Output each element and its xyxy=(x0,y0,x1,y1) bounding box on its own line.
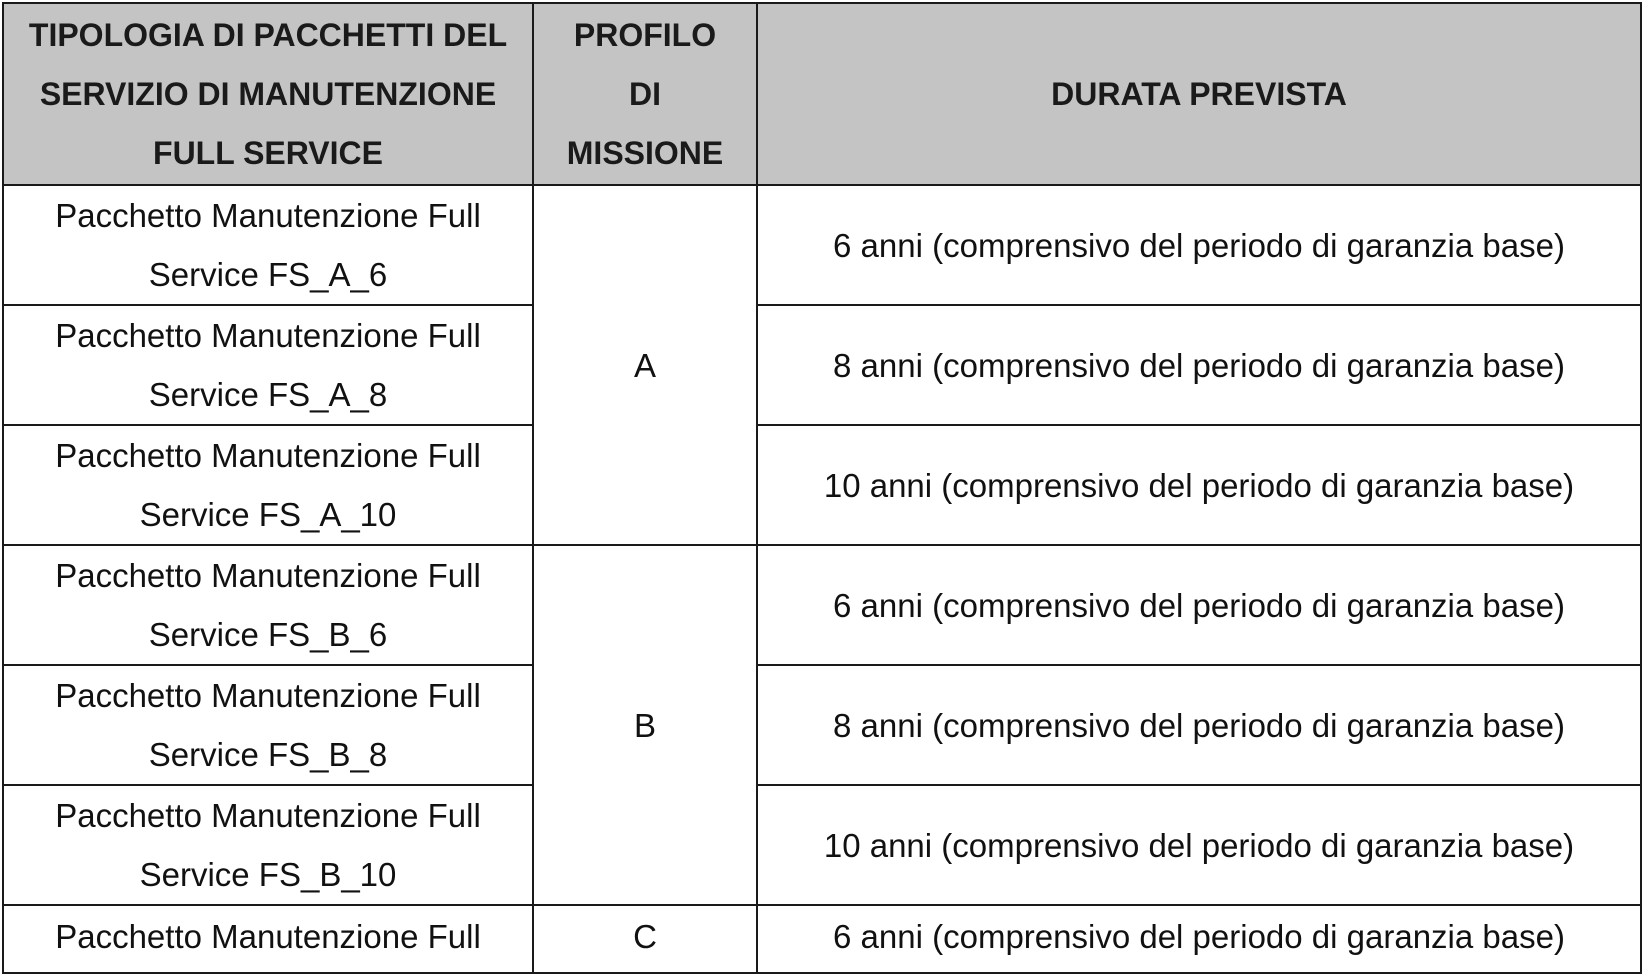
duration-cell xyxy=(757,185,1641,305)
package-name-line: Pacchetto Manutenzione Full xyxy=(55,557,481,594)
duration-value: 6 anni (comprensivo del periodo di garanzia base) xyxy=(833,226,1565,264)
table-row xyxy=(3,305,1641,425)
duration-value: 10 anni (comprensivo del periodo di garanzia base) xyxy=(823,466,1575,504)
duration-value: 8 anni (comprensivo del periodo di garanzia base) xyxy=(833,706,1565,744)
duration-value: 6 anni (comprensivo del periodo di garanzia base) xyxy=(833,918,1565,955)
package-name-line: Pacchetto Manutenzione Full xyxy=(55,677,481,714)
package-name-line: Pacchetto Manutenzione Full xyxy=(55,437,481,474)
package-name-cell xyxy=(3,665,533,785)
table-row xyxy=(3,425,1641,545)
package-name-cell xyxy=(3,905,533,973)
duration-cell xyxy=(757,785,1641,905)
package-name-cell xyxy=(3,545,533,665)
header-package-type-line: TIPOLOGIA DI PACCHETTI DEL xyxy=(28,16,508,53)
mission-profile-cell xyxy=(533,545,757,905)
mission-profile-value: B xyxy=(633,706,656,744)
mission-profile-cell xyxy=(533,905,757,973)
header-package-type-line: FULL SERVICE xyxy=(153,134,383,171)
header-mission-profile-line: PROFILO xyxy=(573,16,717,53)
table-row xyxy=(3,785,1641,905)
duration-value: 10 anni (comprensivo del periodo di garanzia base) xyxy=(823,826,1575,864)
package-name-cell xyxy=(3,425,533,545)
package-name-line: Pacchetto Manutenzione Full xyxy=(55,197,481,234)
package-name-line: Service FS_B_10 xyxy=(139,856,397,893)
duration-value: 6 anni (comprensivo del periodo di garanzia base) xyxy=(833,586,1565,624)
maintenance-packages-table xyxy=(2,2,1642,974)
duration-cell xyxy=(757,905,1641,973)
header-mission-profile xyxy=(533,3,757,185)
package-name-line: Pacchetto Manutenzione Full xyxy=(55,317,481,354)
duration-cell xyxy=(757,425,1641,545)
duration-cell xyxy=(757,665,1641,785)
duration-cell xyxy=(757,545,1641,665)
header-package-type-line: SERVIZIO DI MANUTENZIONE xyxy=(39,75,497,112)
mission-profile-value: C xyxy=(633,918,657,955)
package-name-cell xyxy=(3,305,533,425)
table-row xyxy=(3,185,1641,305)
table-row xyxy=(3,905,1641,973)
package-name-line: Service FS_A_6 xyxy=(148,256,388,293)
duration-value: 8 anni (comprensivo del periodo di garanzia base) xyxy=(833,346,1565,384)
package-name-cell xyxy=(3,185,533,305)
package-name-line: Pacchetto Manutenzione Full xyxy=(55,918,481,955)
header-mission-profile-line: MISSIONE xyxy=(566,134,724,171)
package-name-line: Service FS_B_6 xyxy=(148,616,388,653)
header-package-type xyxy=(3,3,533,185)
header-expected-duration-text: DURATA PREVISTA xyxy=(1051,75,1347,112)
package-name-cell xyxy=(3,785,533,905)
table-row xyxy=(3,545,1641,665)
package-name-line: Service FS_A_8 xyxy=(148,376,388,413)
mission-profile-cell xyxy=(533,185,757,545)
duration-cell xyxy=(757,305,1641,425)
header-expected-duration xyxy=(757,3,1641,185)
package-name-line: Service FS_B_8 xyxy=(148,736,388,773)
header-mission-profile-line: DI xyxy=(629,75,661,112)
package-name-line: Pacchetto Manutenzione Full xyxy=(55,797,481,834)
table-row xyxy=(3,665,1641,785)
table-header-row xyxy=(3,3,1641,185)
mission-profile-value: A xyxy=(633,346,656,384)
package-name-line: Service FS_A_10 xyxy=(139,496,397,533)
